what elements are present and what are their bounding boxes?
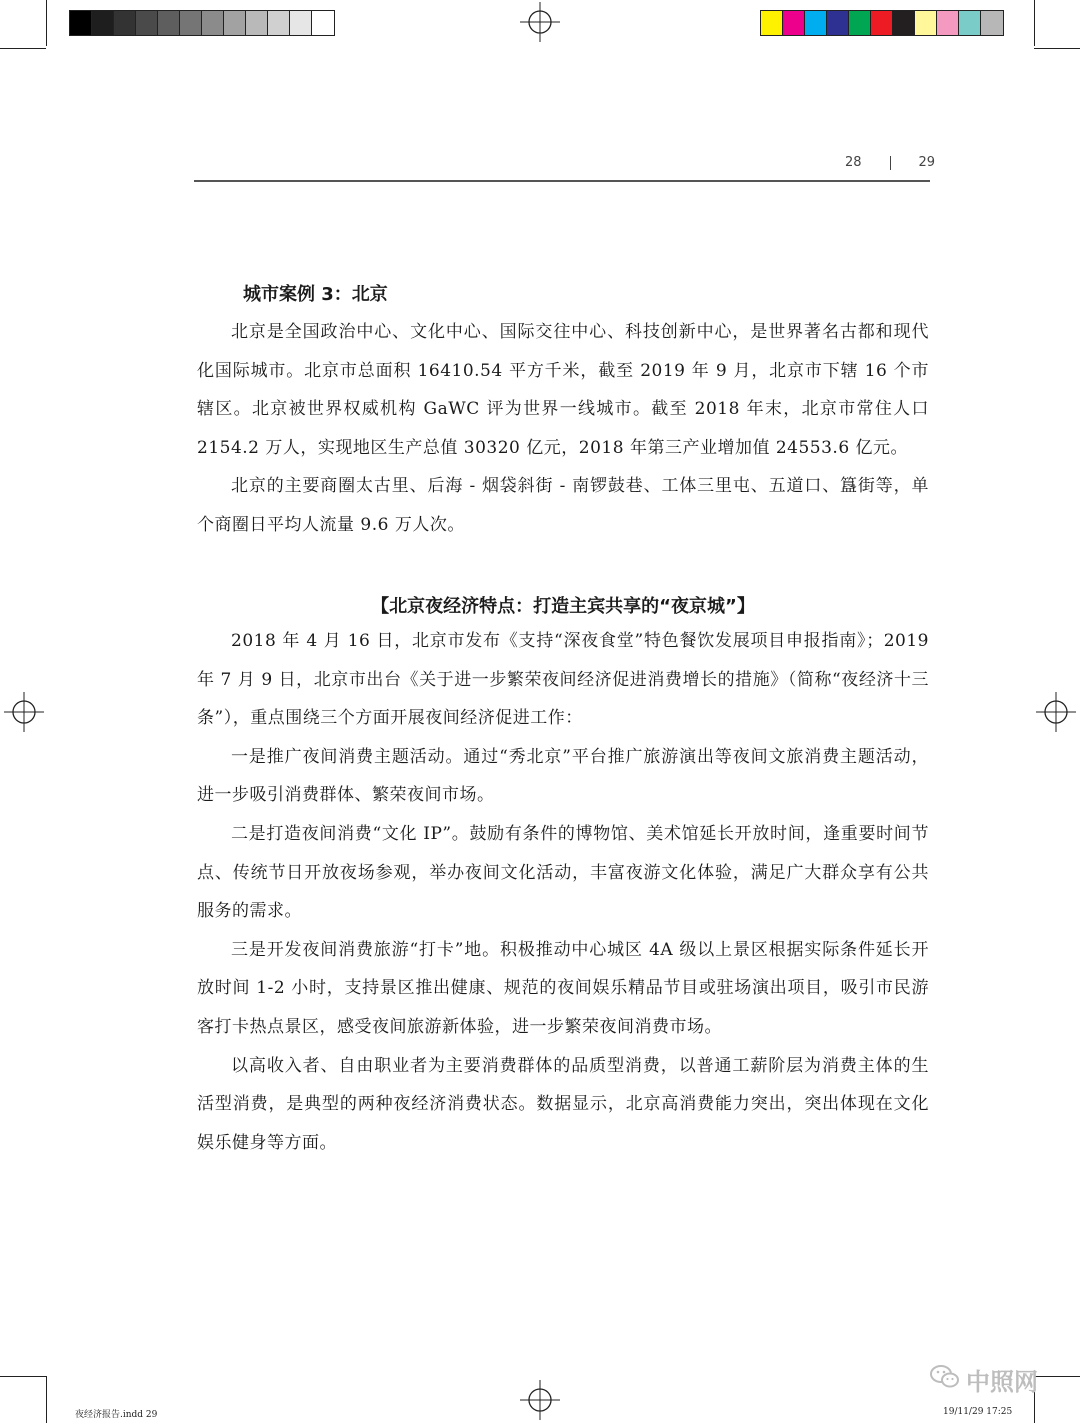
case-body bbox=[197, 313, 929, 545]
crop-mark-bottom-left-v bbox=[46, 1376, 47, 1423]
process-swatch bbox=[981, 11, 1003, 35]
page-number-separator bbox=[890, 156, 891, 170]
process-swatch bbox=[827, 11, 849, 35]
wechat-icon bbox=[930, 1364, 960, 1396]
section-paragraph: 2018 年 4 月 16 日，北京市发布《支持“深夜食堂”特色餐饮发展项目申报指南》；2019 年 7 月 9 日，北京市出台《关于进一步繁荣夜间经济促进消费增长的措施》（简称“夜经济十三条”），重点围绕三个方面开展夜间经济促进工作： bbox=[197, 631, 929, 729]
section-paragraph: 一是推广夜间消费主题活动。通过“秀北京”平台推广旅游演出等夜间文旅消费主题活动，进一步吸引消费群体、繁荣夜间市场。 bbox=[197, 746, 929, 806]
grayscale-swatch bbox=[92, 11, 114, 35]
crop-mark-bottom-left-h bbox=[0, 1376, 46, 1377]
header-rule bbox=[194, 180, 930, 182]
registration-mark-top-icon bbox=[520, 2, 560, 42]
registration-mark-bottom-icon bbox=[520, 1380, 560, 1420]
case-paragraph: 北京是全国政治中心、文化中心、国际交往中心、科技创新中心，是世界著名古都和现代化国际城市。北京市总面积 16410.54 平方千米，截至 2019 年 9 月，北京市下辖 16 个市辖区。北京被世界权威机构 GaWC 评为世界一线城市。截至 2018 年末，北京市常住人口 2154.2 万人，实现地区生产总值 30320 亿元，2018 年第三产业增加值 24553.6 亿元。 bbox=[197, 322, 929, 458]
slug-file: 夜经济报告.indd 29 bbox=[75, 1410, 158, 1420]
grayscale-swatch bbox=[290, 11, 312, 35]
grayscale-swatch bbox=[312, 11, 334, 35]
page-numbers bbox=[845, 155, 935, 170]
page-number-right: 29 bbox=[918, 155, 935, 170]
process-swatch bbox=[783, 11, 805, 35]
crop-mark-top-left-v bbox=[46, 0, 47, 46]
crop-mark-top-right-h bbox=[1034, 48, 1080, 49]
crop-mark-bottom-right-h bbox=[1034, 1376, 1080, 1377]
section-paragraph: 二是打造夜间消费“文化 IP”。鼓励有条件的博物馆、美术馆延长开放时间，逢重要时间节点、传统节日开放夜场参观，举办夜间文化活动，丰富夜游文化体验，满足广大群众享有公共服务的需求。 bbox=[197, 823, 929, 922]
grayscale-swatch bbox=[224, 11, 246, 35]
process-swatch bbox=[849, 11, 871, 35]
crop-mark-top-left-h bbox=[0, 48, 46, 49]
process-swatch bbox=[805, 11, 827, 35]
grayscale-color-bar bbox=[69, 10, 335, 36]
page-number-left: 28 bbox=[845, 155, 862, 170]
grayscale-swatch bbox=[136, 11, 158, 35]
watermark-text: 中照网 bbox=[966, 1368, 1038, 1396]
grayscale-swatch bbox=[246, 11, 268, 35]
registration-mark-right-icon bbox=[1036, 692, 1076, 732]
grayscale-swatch bbox=[202, 11, 224, 35]
grayscale-swatch bbox=[158, 11, 180, 35]
process-color-bar bbox=[760, 10, 1004, 36]
process-swatch bbox=[761, 11, 783, 35]
grayscale-swatch bbox=[180, 11, 202, 35]
process-swatch bbox=[893, 11, 915, 35]
section-paragraph: 三是开发夜间消费旅游“打卡”地。积极推动中心城区 4A 级以上景区根据实际条件延长开放时间 1-2 小时，支持景区推出健康、规范的夜间娱乐精品节目或驻场演出项目，吸引市民游客打卡热点景区，感受夜间旅游新体验，进一步繁荣夜间消费市场。 bbox=[197, 939, 929, 1037]
registration-mark-left-icon bbox=[4, 692, 44, 732]
crop-mark-top-right-v bbox=[1034, 0, 1035, 46]
process-swatch bbox=[959, 11, 981, 35]
process-swatch bbox=[915, 11, 937, 35]
case-paragraph: 北京的主要商圈太古里、后海 - 烟袋斜街 - 南锣鼓巷、工体三里屯、五道口、簋街等，单个商圈日平均人流量 9.6 万人次。 bbox=[197, 476, 929, 535]
grayscale-swatch bbox=[114, 11, 136, 35]
process-swatch bbox=[937, 11, 959, 35]
watermark bbox=[930, 1362, 1038, 1397]
section-title: 【北京夜经济特点：打造主宾共享的“夜京城”】 bbox=[371, 596, 755, 617]
slug-date: 19/11/29 17:25 bbox=[943, 1407, 1013, 1417]
grayscale-swatch bbox=[70, 11, 92, 35]
section-paragraph: 以高收入者、自由职业者为主要消费群体的品质型消费，以普通工薪阶层为消费主体的生活型消费，是典型的两种夜经济消费状态。数据显示，北京高消费能力突出，突出体现在文化娱乐健身等方面。 bbox=[197, 1055, 929, 1153]
section-body bbox=[197, 622, 929, 1162]
grayscale-swatch bbox=[268, 11, 290, 35]
process-swatch bbox=[871, 11, 893, 35]
case-title: 城市案例 3：北京 bbox=[243, 284, 388, 305]
